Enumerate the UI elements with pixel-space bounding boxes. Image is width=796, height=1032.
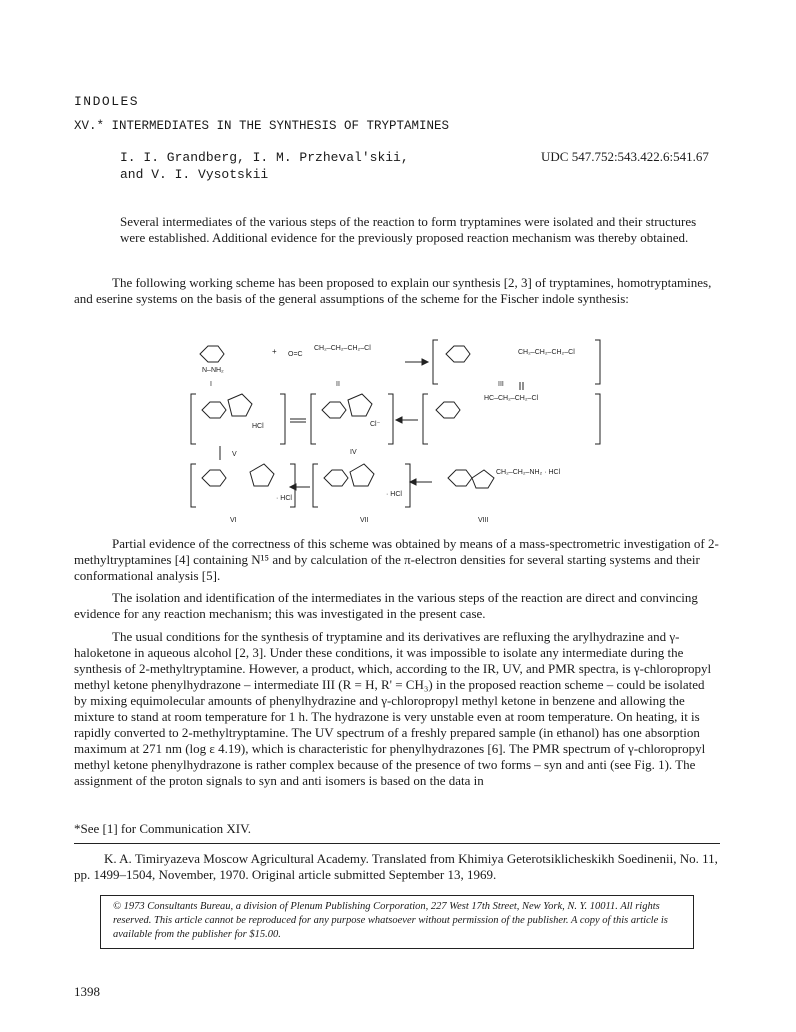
reaction-scheme: [190, 332, 610, 532]
compound-label-i: I: [210, 381, 212, 388]
chain-viii: CH₂–CH₂–NH₂ · HCl: [496, 469, 561, 476]
udc-code: UDC 547.752:543.422.6:541.67: [541, 149, 709, 164]
authors-line-2: and V. I. Vysotskii: [120, 167, 269, 182]
benzene-ring-viii: [448, 470, 472, 486]
compound-label-ii: II: [336, 381, 340, 388]
plus-sign: +: [272, 347, 277, 356]
benzene-ring-iii: [446, 346, 470, 362]
compound-label-v: V: [232, 451, 237, 458]
hcl-v: HCl: [252, 423, 264, 430]
compound-label-viii: VIII: [478, 517, 489, 524]
compound-label-vi: VI: [230, 517, 237, 524]
benzene-ring-i: [200, 346, 224, 362]
paragraph-2: Partial evidence of the correctness of this scheme was obtained by means of a mass-spectrometric investigation of 2-methyltryptamines [4] containing N¹⁵ and by calculation of the π-electron densities for several starting systems and their conformational analysis [5].: [74, 536, 719, 583]
chloride-iv: Cl⁻: [370, 421, 381, 428]
compound-label-iv: IV: [350, 449, 357, 456]
compound-label-iii: III: [498, 381, 504, 388]
hcl-vi: · HCl: [276, 495, 292, 502]
benzene-ring-iv: [322, 402, 346, 418]
hcl-vii: · HCl: [386, 491, 402, 498]
article-title: XV.* INTERMEDIATES IN THE SYNTHESIS OF TRYPTAMINES: [74, 119, 450, 133]
compound-label-vii: VII: [360, 517, 369, 524]
paragraph-3: The isolation and identification of the intermediates in the various steps of the reaction are direct and convincing evidence for any reaction mechanism; this was investigated in the present case.: [74, 590, 698, 621]
authors: [120, 149, 409, 183]
benzene-ring-v: [202, 402, 226, 418]
series-heading: INDOLES: [74, 94, 140, 109]
page-number: 1398: [74, 984, 100, 999]
benzene-ring-vi: [202, 470, 226, 486]
carbonyl-label: O=C: [288, 351, 303, 358]
reagent-i-label: N–NH₂: [202, 367, 224, 374]
abstract: Several intermediates of the various steps of the reaction to form tryptamines were isolated and their structures were established. Additional evidence for the previously proposed reaction mechanism was thereby obtained.: [120, 214, 697, 245]
benzene-ring-hydrazine: [436, 402, 460, 418]
affiliation: K. A. Timiryazeva Moscow Agricultural Academy. Translated from Khimiya Geterotsiklicheskikh Soedinenii, No. 11, pp. 1499–1504, November, 1970. Original article submitted September 13, 1969.: [74, 851, 718, 882]
benzene-ring-vii: [324, 470, 348, 486]
chain-hc: HC–CH₂–CH₂–Cl: [484, 395, 539, 402]
paragraph-1: The following working scheme has been proposed to explain our synthesis [2, 3] of tryptamines, homotryptamines, and eserine systems on the basis of the general assumptions of the scheme for the Fischer indole synthesis:: [74, 275, 712, 306]
paragraph-4: The usual conditions for the synthesis of tryptamine and its derivatives are refluxing the arylhydrazine and γ-haloketone in aqueous alcohol [2, 3]. Under these conditions, it was impossible to isolate any intermediate during the synthesis of 2-methyltryptamine. However, a product, which, according to the IR, UV, and PMR spectra, is γ-chloropropyl methyl ketone phenylhydrazone – intermediate III (R = H, R' = CH₃) in the proposed reaction scheme – could be isolated by mixing equimolecular amounts of phenylhydrazine and γ-chloropropyl methyl ketone in benzene and allowing the mixture to stand at room temperature for 1 h. The hydrazone is very unstable even at room temperature. On heating, it is rapidly converted to 2-methyltryptamine. The UV spectrum of a freshly prepared sample (in ethanol) has one absorption maximum at 271 nm (log ε 4.19), which is characteristic for phenylhydrazones [6]. The PMR spectrum of γ-chloropropyl methyl ketone phenylhydrazone is rather complex because of the presence of two forms – syn and anti (see Fig. 1). The assignment of the proton signals to syn and anti isomers is based on the data in: [74, 629, 712, 788]
footnote: *See [1] for Communication XIV.: [74, 821, 252, 836]
copyright-notice: © 1973 Consultants Bureau, a division of Plenum Publishing Corporation, 227 West 17th Street, New York, N. Y. 10011. All rights reserved. This article cannot be reproduced for any purpose whatsoever without permission of the publisher. A copy of this article is available from the publisher for $15.00.: [100, 895, 694, 949]
chain-iii: CH₂–CH₂–CH₂–Cl: [518, 349, 575, 356]
chain-ii: CH₂–CH₂–CH₂–Cl: [314, 345, 371, 352]
footnote-rule: [74, 843, 720, 844]
authors-line-1: I. I. Grandberg, I. M. Przheval'skii,: [120, 150, 409, 165]
